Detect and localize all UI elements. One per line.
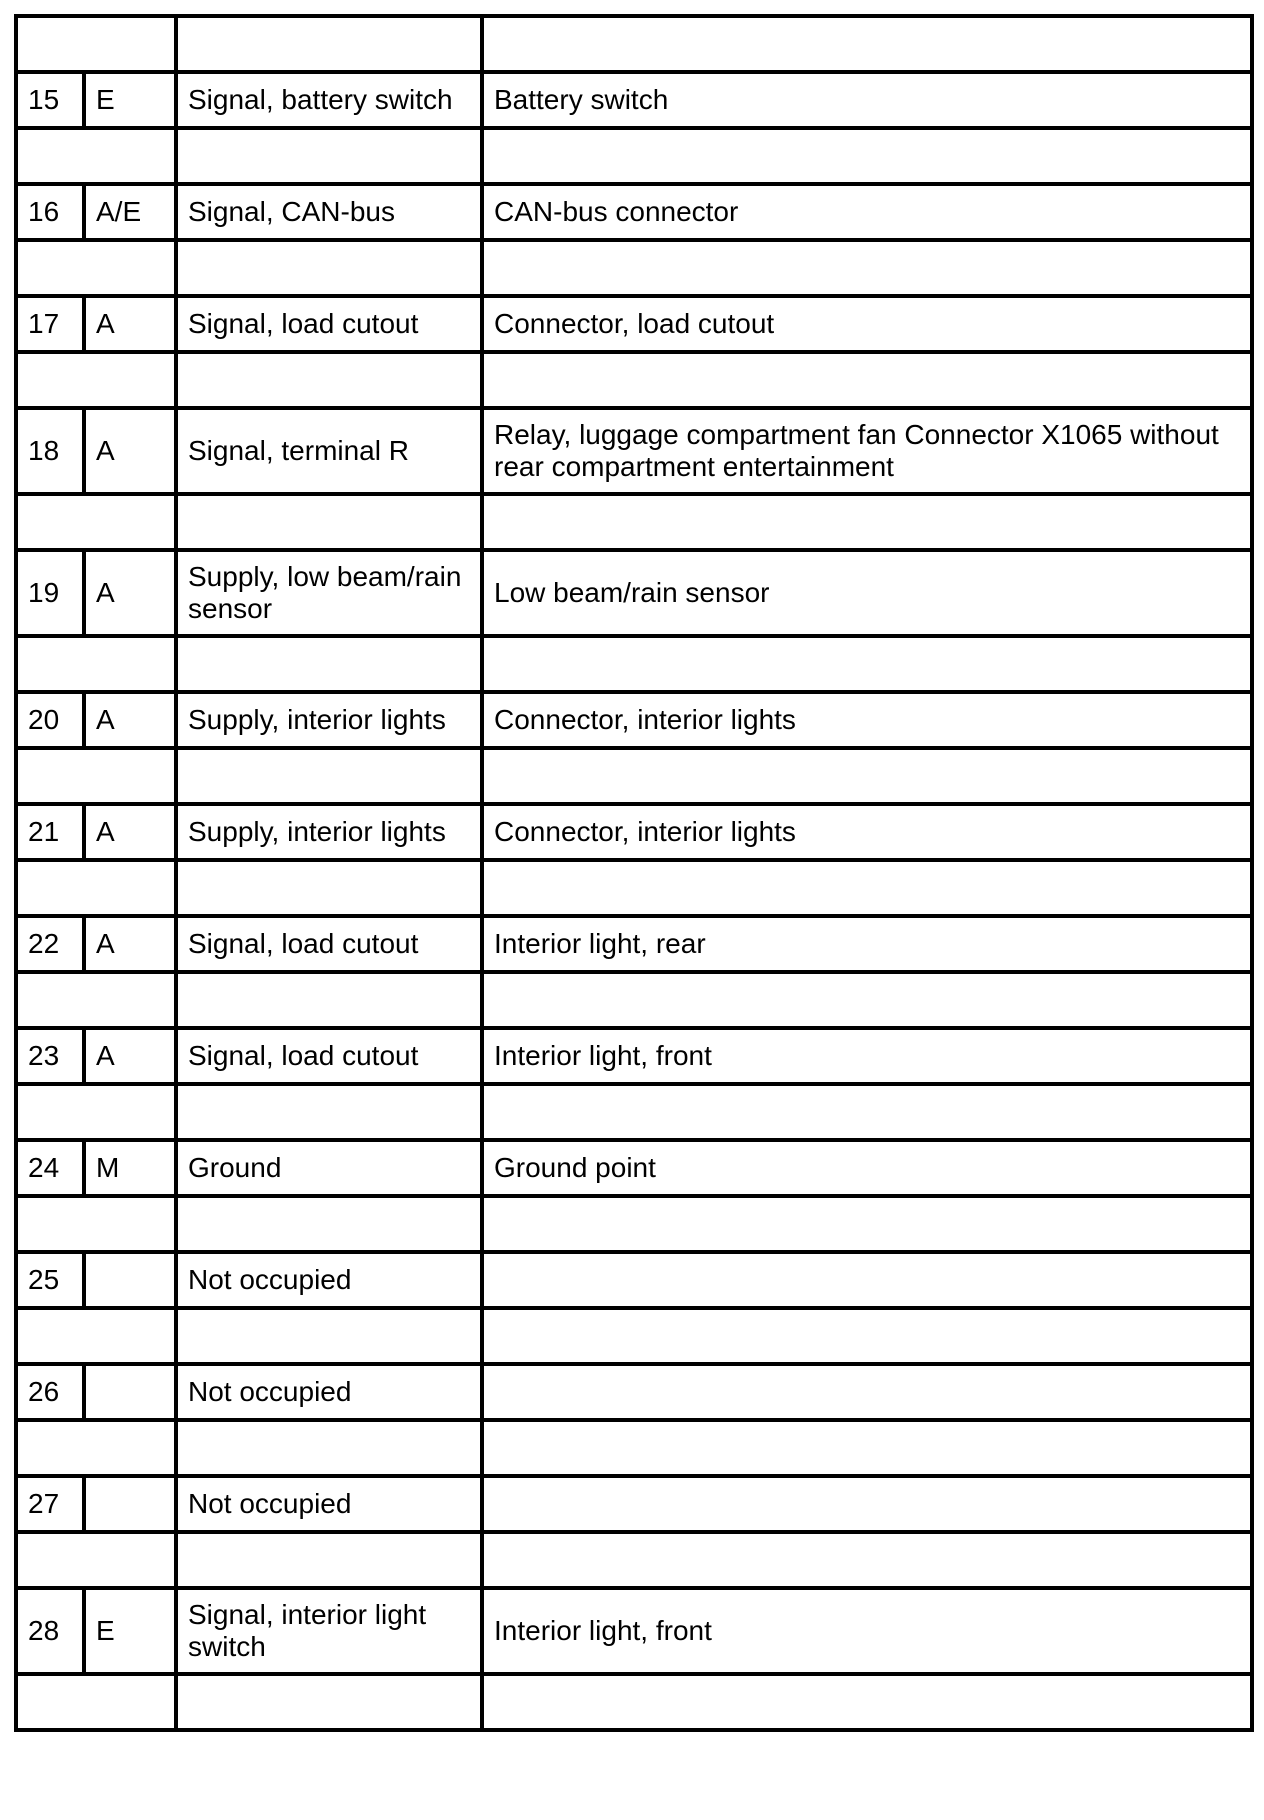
table-row — [16, 804, 1252, 860]
spacer-cell — [16, 1532, 176, 1588]
spacer-cell — [176, 972, 482, 1028]
spacer-cell — [176, 1420, 482, 1476]
pin-table-body — [16, 16, 1252, 1730]
table-row — [16, 184, 1252, 240]
function-cell: Signal, CAN-bus — [176, 184, 482, 240]
pin-number-cell: 20 — [16, 692, 84, 748]
spacer-cell — [176, 128, 482, 184]
spacer-cell — [16, 240, 176, 296]
component-cell: Low beam/rain sensor — [482, 550, 1252, 636]
spacer-cell — [176, 1196, 482, 1252]
pin-number-cell: 23 — [16, 1028, 84, 1084]
table-row — [16, 1588, 1252, 1674]
pin-number-cell: 27 — [16, 1476, 84, 1532]
function-cell: Ground — [176, 1140, 482, 1196]
spacer-cell — [176, 16, 482, 72]
signal-type-cell: A — [84, 550, 176, 636]
signal-type-cell: A — [84, 296, 176, 352]
signal-type-cell: A — [84, 804, 176, 860]
pin-number-cell: 28 — [16, 1588, 84, 1674]
function-cell: Signal, interior light switch — [176, 1588, 482, 1674]
spacer-cell — [482, 1532, 1252, 1588]
spacer-cell — [482, 1674, 1252, 1730]
spacer-cell — [16, 1084, 176, 1140]
signal-type-cell: A — [84, 1028, 176, 1084]
spacer-cell — [482, 1308, 1252, 1364]
spacer-row — [16, 240, 1252, 296]
spacer-row — [16, 1196, 1252, 1252]
signal-type-cell — [84, 1252, 176, 1308]
function-cell: Signal, load cutout — [176, 296, 482, 352]
spacer-cell — [16, 352, 176, 408]
spacer-row — [16, 1084, 1252, 1140]
function-cell: Not occupied — [176, 1476, 482, 1532]
spacer-cell — [176, 860, 482, 916]
spacer-cell — [176, 352, 482, 408]
spacer-cell — [16, 494, 176, 550]
spacer-cell — [482, 352, 1252, 408]
spacer-cell — [176, 636, 482, 692]
pin-number-cell: 21 — [16, 804, 84, 860]
component-cell: Ground point — [482, 1140, 1252, 1196]
component-cell: Interior light, front — [482, 1588, 1252, 1674]
component-cell: CAN-bus connector — [482, 184, 1252, 240]
spacer-row — [16, 1420, 1252, 1476]
spacer-row — [16, 972, 1252, 1028]
spacer-cell — [482, 494, 1252, 550]
spacer-row — [16, 1308, 1252, 1364]
component-cell: Relay, luggage compartment fan Connector X1065 without rear compartment entertainment — [482, 408, 1252, 494]
function-cell: Supply, interior lights — [176, 692, 482, 748]
spacer-cell — [482, 128, 1252, 184]
pin-number-cell: 19 — [16, 550, 84, 636]
signal-type-cell — [84, 1476, 176, 1532]
spacer-cell — [16, 1674, 176, 1730]
spacer-cell — [482, 1084, 1252, 1140]
signal-type-cell: M — [84, 1140, 176, 1196]
component-cell — [482, 1476, 1252, 1532]
spacer-cell — [16, 636, 176, 692]
spacer-cell — [16, 748, 176, 804]
spacer-cell — [482, 860, 1252, 916]
signal-type-cell: E — [84, 72, 176, 128]
pin-number-cell: 24 — [16, 1140, 84, 1196]
spacer-cell — [482, 1420, 1252, 1476]
spacer-cell — [482, 240, 1252, 296]
table-row — [16, 1028, 1252, 1084]
signal-type-cell: A — [84, 692, 176, 748]
function-cell: Signal, load cutout — [176, 916, 482, 972]
spacer-cell — [16, 972, 176, 1028]
spacer-cell — [482, 748, 1252, 804]
spacer-cell — [16, 1308, 176, 1364]
table-row — [16, 1140, 1252, 1196]
spacer-cell — [176, 1084, 482, 1140]
signal-type-cell — [84, 1364, 176, 1420]
pin-number-cell: 18 — [16, 408, 84, 494]
spacer-cell — [176, 240, 482, 296]
function-cell: Supply, low beam/rain sensor — [176, 550, 482, 636]
signal-type-cell: A — [84, 916, 176, 972]
table-row — [16, 72, 1252, 128]
spacer-cell — [16, 1196, 176, 1252]
spacer-cell — [482, 1196, 1252, 1252]
function-cell: Not occupied — [176, 1252, 482, 1308]
spacer-cell — [482, 16, 1252, 72]
component-cell: Connector, interior lights — [482, 692, 1252, 748]
spacer-row — [16, 352, 1252, 408]
spacer-row — [16, 636, 1252, 692]
spacer-cell — [16, 860, 176, 916]
spacer-row — [16, 16, 1252, 72]
table-row — [16, 692, 1252, 748]
component-cell: Battery switch — [482, 72, 1252, 128]
signal-type-cell: A — [84, 408, 176, 494]
pin-number-cell: 22 — [16, 916, 84, 972]
spacer-row — [16, 494, 1252, 550]
spacer-cell — [176, 1308, 482, 1364]
pin-number-cell: 25 — [16, 1252, 84, 1308]
function-cell: Supply, interior lights — [176, 804, 482, 860]
spacer-cell — [482, 636, 1252, 692]
spacer-row — [16, 1532, 1252, 1588]
signal-type-cell: E — [84, 1588, 176, 1674]
spacer-cell — [176, 748, 482, 804]
function-cell: Signal, terminal R — [176, 408, 482, 494]
pin-number-cell: 15 — [16, 72, 84, 128]
spacer-row — [16, 748, 1252, 804]
spacer-cell — [16, 128, 176, 184]
pin-assignment-table — [14, 14, 1254, 1732]
pin-number-cell: 16 — [16, 184, 84, 240]
pin-number-cell: 26 — [16, 1364, 84, 1420]
function-cell: Signal, battery switch — [176, 72, 482, 128]
table-row — [16, 408, 1252, 494]
spacer-cell — [176, 1674, 482, 1730]
spacer-cell — [176, 494, 482, 550]
spacer-cell — [16, 16, 176, 72]
table-row — [16, 1476, 1252, 1532]
signal-type-cell: A/E — [84, 184, 176, 240]
function-cell: Not occupied — [176, 1364, 482, 1420]
table-row — [16, 916, 1252, 972]
spacer-row — [16, 860, 1252, 916]
table-row — [16, 550, 1252, 636]
component-cell — [482, 1252, 1252, 1308]
component-cell: Interior light, rear — [482, 916, 1252, 972]
component-cell — [482, 1364, 1252, 1420]
function-cell: Signal, load cutout — [176, 1028, 482, 1084]
spacer-cell — [482, 972, 1252, 1028]
spacer-cell — [176, 1532, 482, 1588]
table-row — [16, 1252, 1252, 1308]
spacer-cell — [16, 1420, 176, 1476]
component-cell: Connector, load cutout — [482, 296, 1252, 352]
table-row — [16, 296, 1252, 352]
component-cell: Interior light, front — [482, 1028, 1252, 1084]
spacer-row — [16, 1674, 1252, 1730]
spacer-row — [16, 128, 1252, 184]
table-row — [16, 1364, 1252, 1420]
component-cell: Connector, interior lights — [482, 804, 1252, 860]
pin-number-cell: 17 — [16, 296, 84, 352]
